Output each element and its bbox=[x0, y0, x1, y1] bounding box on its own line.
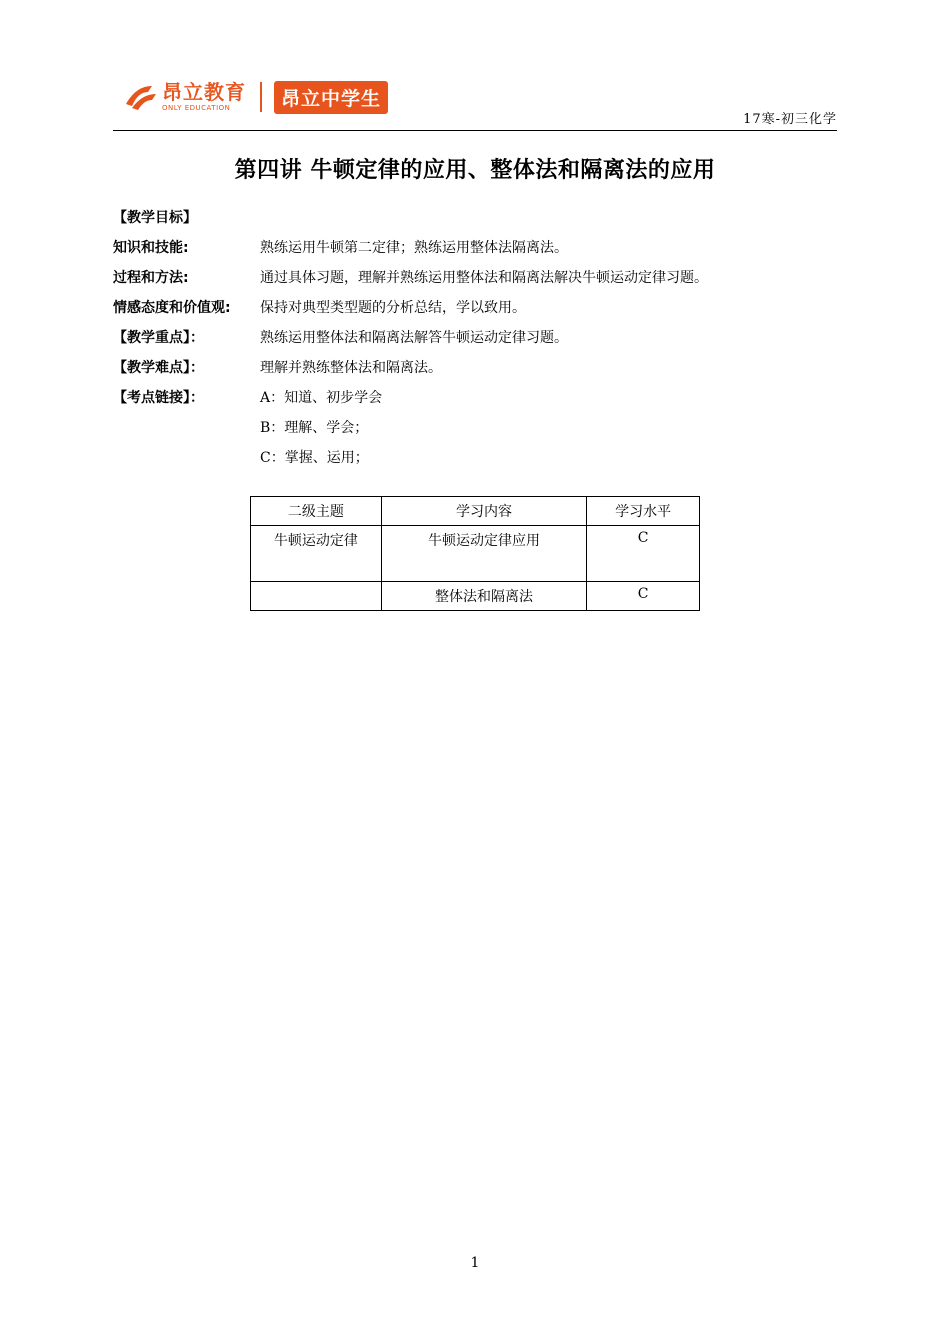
learning-level-table bbox=[250, 496, 700, 611]
table-header-cell: 二级主题 bbox=[251, 497, 382, 526]
key-points-row bbox=[113, 327, 568, 347]
exam-links-label: 【考点链接】： bbox=[113, 390, 204, 406]
header-rule bbox=[113, 130, 837, 131]
objective-row bbox=[113, 267, 708, 287]
table-cell: 整体法和隔离法 bbox=[381, 582, 587, 611]
objectives-heading-row bbox=[113, 207, 197, 227]
table-header-cell: 学习内容 bbox=[381, 497, 587, 526]
objective-row bbox=[113, 237, 568, 257]
exam-link-line: C：掌握、运用； bbox=[260, 450, 369, 466]
table-cell: C bbox=[587, 582, 700, 611]
brand-name-en: ONLY EDUCATION bbox=[162, 104, 231, 112]
table-cell: C bbox=[587, 526, 700, 582]
table-header-cell: 学习水平 bbox=[587, 497, 700, 526]
exam-link-line: B：理解、学会； bbox=[260, 420, 369, 436]
difficulties-row bbox=[113, 357, 442, 377]
course-tag: 17寒-初三化学 bbox=[743, 112, 837, 127]
objective-text: 保持对典型类型题的分析总结，学以致用。 bbox=[260, 300, 526, 316]
exam-links-row bbox=[113, 387, 383, 407]
objective-row bbox=[113, 297, 526, 317]
objective-text: 熟练运用牛顿第二定律；熟练运用整体法隔离法。 bbox=[260, 240, 568, 256]
brand-logo-icon bbox=[122, 82, 158, 112]
difficulties-label: 【教学难点】： bbox=[113, 360, 204, 376]
key-points-text: 熟练运用整体法和隔离法解答牛顿运动定律习题。 bbox=[260, 330, 568, 346]
table-cell: 牛顿运动定律应用 bbox=[381, 526, 587, 582]
objective-text: 通过具体习题，理解并熟练运用整体法和隔离法解决牛顿运动定律习题。 bbox=[260, 270, 708, 286]
objective-label: 过程和方法: bbox=[113, 270, 189, 286]
brand-name-cn: 昂立教育 bbox=[162, 80, 246, 104]
logo-divider bbox=[260, 82, 262, 112]
exam-link-line: A：知道、初步学会 bbox=[260, 390, 383, 406]
table-row bbox=[251, 526, 700, 582]
objective-label: 知识和技能: bbox=[113, 240, 189, 256]
table-cell: 牛顿运动定律 bbox=[251, 526, 382, 582]
key-points-label: 【教学重点】： bbox=[113, 330, 204, 346]
page-title: 第四讲 牛顿定律的应用、整体法和隔离法的应用 bbox=[234, 158, 716, 183]
table-header-row bbox=[251, 497, 700, 526]
table-row bbox=[251, 582, 700, 611]
page-number: 1 bbox=[470, 1255, 480, 1271]
difficulties-text: 理解并熟练整体法和隔离法。 bbox=[260, 360, 442, 376]
sub-brand-badge: 昂立中学生 bbox=[274, 81, 388, 114]
objectives-heading: 【教学目标】 bbox=[113, 210, 197, 226]
table-cell bbox=[251, 582, 382, 611]
brand-logo bbox=[122, 80, 388, 114]
objective-label: 情感态度和价值观: bbox=[113, 300, 231, 316]
